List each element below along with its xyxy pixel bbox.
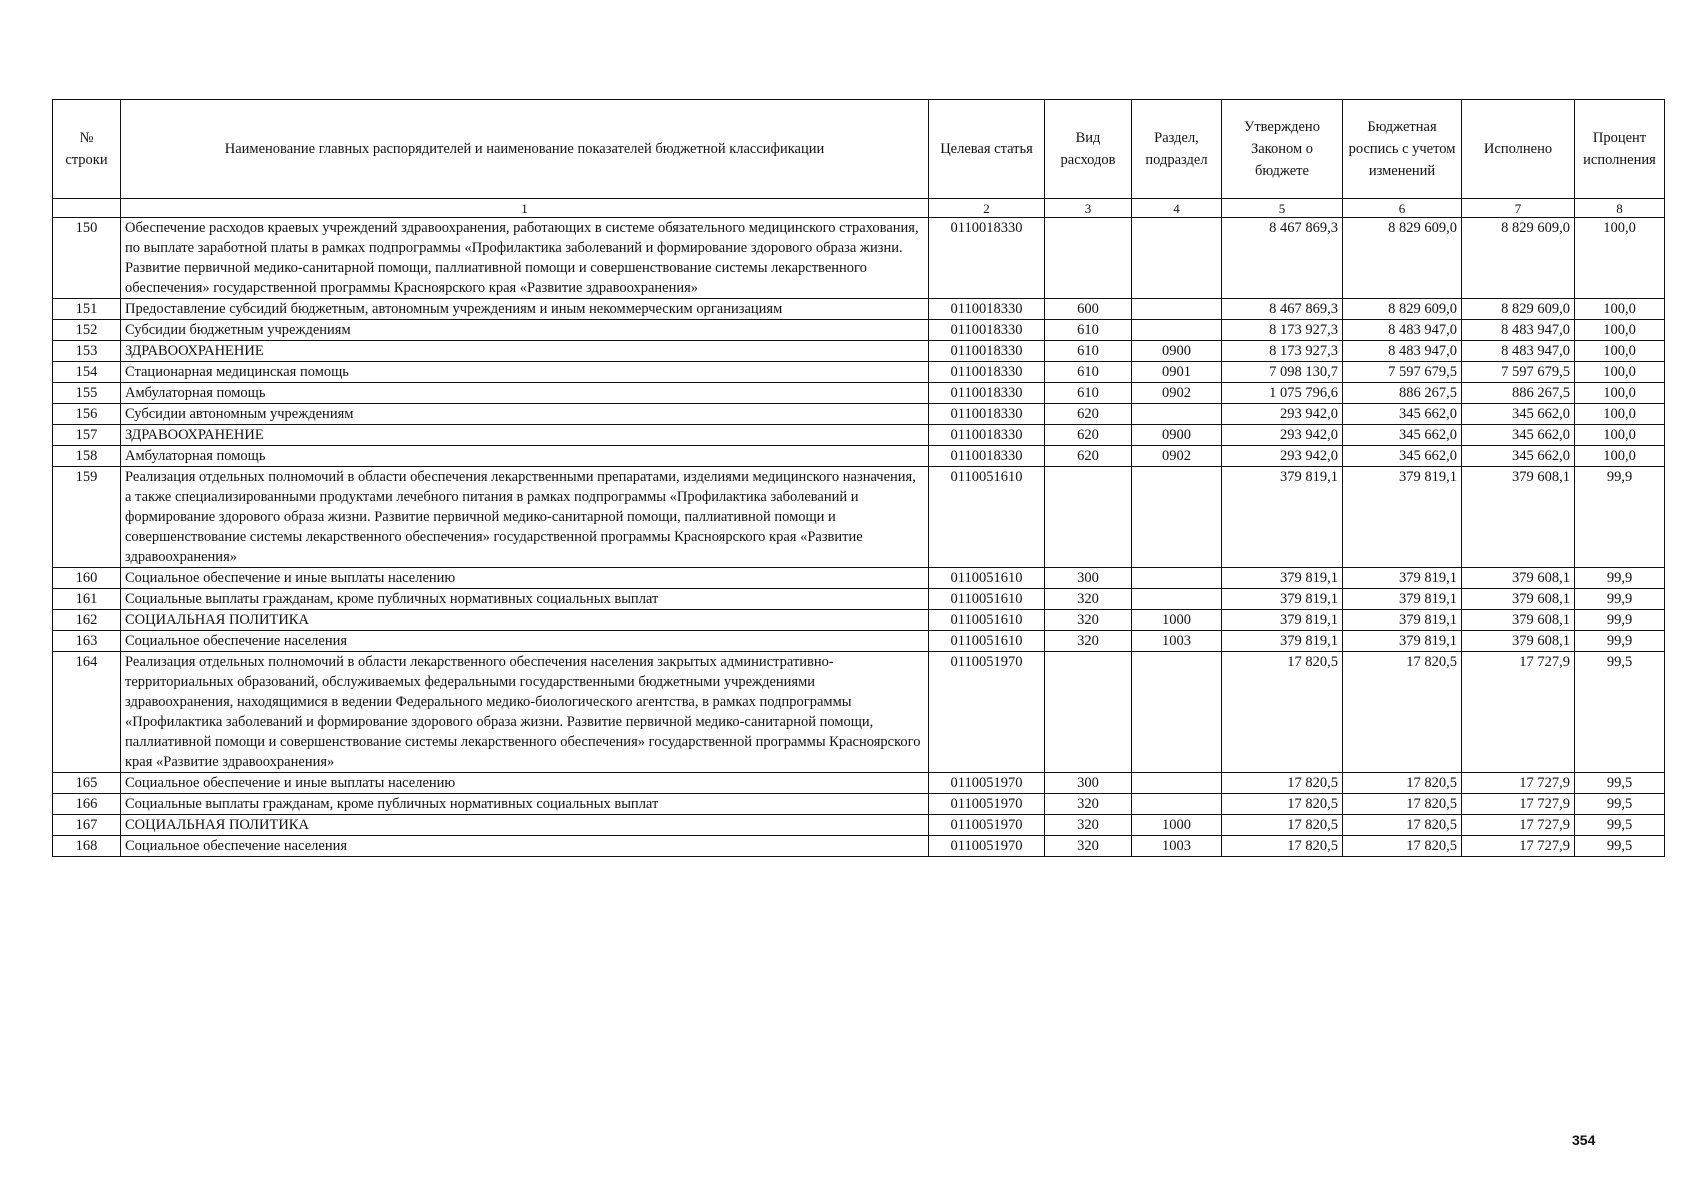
approved-amount-cell: 379 819,1 bbox=[1222, 568, 1343, 589]
header-name: Наименование главных распорядителей и наименование показателей бюджетной классификации bbox=[121, 100, 929, 199]
executed-amount-cell: 345 662,0 bbox=[1462, 425, 1575, 446]
header-row-number: № строки bbox=[53, 100, 121, 199]
page-number: 354 bbox=[1572, 1132, 1596, 1148]
section-cell bbox=[1132, 794, 1222, 815]
expense-type-cell: 610 bbox=[1045, 383, 1132, 404]
header-budget-roster: Бюджетная роспись с учетом изменений bbox=[1343, 100, 1462, 199]
section-cell: 0902 bbox=[1132, 446, 1222, 467]
executed-amount-cell: 8 483 947,0 bbox=[1462, 320, 1575, 341]
column-number: 4 bbox=[1132, 199, 1222, 218]
row-number-cell: 156 bbox=[53, 404, 121, 425]
target-article-cell: 0110018330 bbox=[929, 362, 1045, 383]
section-cell: 1003 bbox=[1132, 836, 1222, 857]
row-number-cell: 157 bbox=[53, 425, 121, 446]
executed-amount-cell: 8 829 609,0 bbox=[1462, 218, 1575, 299]
percent-cell: 100,0 bbox=[1575, 299, 1665, 320]
percent-cell: 99,9 bbox=[1575, 467, 1665, 568]
expense-type-cell: 320 bbox=[1045, 589, 1132, 610]
target-article-cell: 0110051610 bbox=[929, 568, 1045, 589]
target-article-cell: 0110018330 bbox=[929, 299, 1045, 320]
section-cell bbox=[1132, 299, 1222, 320]
section-cell: 0901 bbox=[1132, 362, 1222, 383]
executed-amount-cell: 379 608,1 bbox=[1462, 631, 1575, 652]
approved-amount-cell: 17 820,5 bbox=[1222, 794, 1343, 815]
target-article-cell: 0110051970 bbox=[929, 794, 1045, 815]
row-number-cell: 155 bbox=[53, 383, 121, 404]
percent-cell: 99,9 bbox=[1575, 610, 1665, 631]
row-number-cell: 168 bbox=[53, 836, 121, 857]
roster-amount-cell: 379 819,1 bbox=[1343, 467, 1462, 568]
section-cell: 1000 bbox=[1132, 610, 1222, 631]
expense-type-cell: 320 bbox=[1045, 836, 1132, 857]
approved-amount-cell: 7 098 130,7 bbox=[1222, 362, 1343, 383]
percent-cell: 100,0 bbox=[1575, 320, 1665, 341]
roster-amount-cell: 8 483 947,0 bbox=[1343, 320, 1462, 341]
target-article-cell: 0110018330 bbox=[929, 446, 1045, 467]
expense-type-cell bbox=[1045, 652, 1132, 773]
indicator-name-cell: СОЦИАЛЬНАЯ ПОЛИТИКА bbox=[121, 815, 929, 836]
approved-amount-cell: 8 173 927,3 bbox=[1222, 320, 1343, 341]
section-cell bbox=[1132, 568, 1222, 589]
percent-cell: 100,0 bbox=[1575, 425, 1665, 446]
indicator-name-cell: Субсидии автономным учреждениям bbox=[121, 404, 929, 425]
column-number: 7 bbox=[1462, 199, 1575, 218]
approved-amount-cell: 293 942,0 bbox=[1222, 446, 1343, 467]
approved-amount-cell: 293 942,0 bbox=[1222, 404, 1343, 425]
target-article-cell: 0110051970 bbox=[929, 815, 1045, 836]
table-row bbox=[53, 631, 1665, 652]
row-number-cell: 154 bbox=[53, 362, 121, 383]
column-number bbox=[53, 199, 121, 218]
executed-amount-cell: 379 608,1 bbox=[1462, 589, 1575, 610]
header-target-article: Целевая статья bbox=[929, 100, 1045, 199]
row-number-cell: 152 bbox=[53, 320, 121, 341]
row-number-cell: 166 bbox=[53, 794, 121, 815]
table-row bbox=[53, 341, 1665, 362]
expense-type-cell bbox=[1045, 218, 1132, 299]
roster-amount-cell: 379 819,1 bbox=[1343, 568, 1462, 589]
target-article-cell: 0110051970 bbox=[929, 773, 1045, 794]
indicator-name-cell: Амбулаторная помощь bbox=[121, 446, 929, 467]
indicator-name-cell: Амбулаторная помощь bbox=[121, 383, 929, 404]
expense-type-cell: 320 bbox=[1045, 631, 1132, 652]
roster-amount-cell: 17 820,5 bbox=[1343, 836, 1462, 857]
column-number: 6 bbox=[1343, 199, 1462, 218]
indicator-name-cell: Социальное обеспечение населения bbox=[121, 836, 929, 857]
section-cell bbox=[1132, 773, 1222, 794]
executed-amount-cell: 17 727,9 bbox=[1462, 794, 1575, 815]
column-number-row bbox=[53, 199, 1665, 218]
table-row bbox=[53, 320, 1665, 341]
roster-amount-cell: 345 662,0 bbox=[1343, 446, 1462, 467]
table-row bbox=[53, 773, 1665, 794]
target-article-cell: 0110018330 bbox=[929, 218, 1045, 299]
row-number-cell: 165 bbox=[53, 773, 121, 794]
indicator-name-cell: Социальные выплаты гражданам, кроме публичных нормативных социальных выплат bbox=[121, 589, 929, 610]
table-row bbox=[53, 610, 1665, 631]
header-executed: Исполнено bbox=[1462, 100, 1575, 199]
row-number-cell: 159 bbox=[53, 467, 121, 568]
roster-amount-cell: 17 820,5 bbox=[1343, 652, 1462, 773]
executed-amount-cell: 886 267,5 bbox=[1462, 383, 1575, 404]
indicator-name-cell: Социальное обеспечение и иные выплаты населению bbox=[121, 568, 929, 589]
target-article-cell: 0110018330 bbox=[929, 320, 1045, 341]
row-number-cell: 153 bbox=[53, 341, 121, 362]
row-number-cell: 161 bbox=[53, 589, 121, 610]
percent-cell: 99,5 bbox=[1575, 794, 1665, 815]
table-row bbox=[53, 446, 1665, 467]
executed-amount-cell: 17 727,9 bbox=[1462, 773, 1575, 794]
approved-amount-cell: 379 819,1 bbox=[1222, 631, 1343, 652]
percent-cell: 99,9 bbox=[1575, 631, 1665, 652]
indicator-name-cell: Субсидии бюджетным учреждениям bbox=[121, 320, 929, 341]
expense-type-cell: 300 bbox=[1045, 773, 1132, 794]
section-cell bbox=[1132, 404, 1222, 425]
roster-amount-cell: 345 662,0 bbox=[1343, 425, 1462, 446]
expense-type-cell: 610 bbox=[1045, 320, 1132, 341]
row-number-cell: 150 bbox=[53, 218, 121, 299]
table-row bbox=[53, 425, 1665, 446]
indicator-name-cell: Обеспечение расходов краевых учреждений здравоохранения, работающих в системе обязательного медицинского страхования, по выплате заработной платы в рамках подпрограммы «Профилактика заболеваний и формирование здорового образа жизни. Развитие первичной медико-санитарной помощи, паллиативной помощи и совершенствование системы лекарственного обеспечения» государственной программы Красноярского края «Развитие здравоохранения» bbox=[121, 218, 929, 299]
row-number-cell: 162 bbox=[53, 610, 121, 631]
section-cell: 0902 bbox=[1132, 383, 1222, 404]
column-number: 5 bbox=[1222, 199, 1343, 218]
column-number: 1 bbox=[121, 199, 929, 218]
roster-amount-cell: 7 597 679,5 bbox=[1343, 362, 1462, 383]
expense-type-cell: 320 bbox=[1045, 794, 1132, 815]
target-article-cell: 0110051610 bbox=[929, 589, 1045, 610]
expense-type-cell: 600 bbox=[1045, 299, 1132, 320]
roster-amount-cell: 886 267,5 bbox=[1343, 383, 1462, 404]
executed-amount-cell: 379 608,1 bbox=[1462, 610, 1575, 631]
row-number-cell: 164 bbox=[53, 652, 121, 773]
roster-amount-cell: 8 483 947,0 bbox=[1343, 341, 1462, 362]
expense-type-cell bbox=[1045, 467, 1132, 568]
header-row bbox=[53, 100, 1665, 199]
executed-amount-cell: 379 608,1 bbox=[1462, 467, 1575, 568]
executed-amount-cell: 8 483 947,0 bbox=[1462, 341, 1575, 362]
column-number: 8 bbox=[1575, 199, 1665, 218]
target-article-cell: 0110018330 bbox=[929, 425, 1045, 446]
percent-cell: 99,5 bbox=[1575, 836, 1665, 857]
percent-cell: 99,5 bbox=[1575, 773, 1665, 794]
percent-cell: 100,0 bbox=[1575, 362, 1665, 383]
header-section: Раздел, подраздел bbox=[1132, 100, 1222, 199]
expense-type-cell: 320 bbox=[1045, 610, 1132, 631]
roster-amount-cell: 379 819,1 bbox=[1343, 631, 1462, 652]
column-number: 2 bbox=[929, 199, 1045, 218]
budget-execution-table bbox=[52, 99, 1665, 857]
percent-cell: 99,9 bbox=[1575, 589, 1665, 610]
table-row bbox=[53, 836, 1665, 857]
row-number-cell: 167 bbox=[53, 815, 121, 836]
table-row bbox=[53, 589, 1665, 610]
section-cell: 1003 bbox=[1132, 631, 1222, 652]
roster-amount-cell: 379 819,1 bbox=[1343, 610, 1462, 631]
indicator-name-cell: Реализация отдельных полномочий в области лекарственного обеспечения населения закрытых административно-территориальных образований, обслуживаемых федеральными государственными бюджетными учреждениями здравоохранения, находящимися в ведении Федерального медико-биологического агентства, в рамках подпрограммы «Профилактика заболеваний и формирование здорового образа жизни. Развитие первичной медико-санитарной помощи, паллиативной помощи и совершенствование системы лекарственного обеспечения» государственной программы Красноярского края «Развитие здравоохранения» bbox=[121, 652, 929, 773]
row-number-cell: 151 bbox=[53, 299, 121, 320]
column-number: 3 bbox=[1045, 199, 1132, 218]
approved-amount-cell: 8 467 869,3 bbox=[1222, 218, 1343, 299]
executed-amount-cell: 17 727,9 bbox=[1462, 652, 1575, 773]
indicator-name-cell: Стационарная медицинская помощь bbox=[121, 362, 929, 383]
target-article-cell: 0110018330 bbox=[929, 404, 1045, 425]
percent-cell: 99,5 bbox=[1575, 652, 1665, 773]
indicator-name-cell: СОЦИАЛЬНАЯ ПОЛИТИКА bbox=[121, 610, 929, 631]
table-row bbox=[53, 467, 1665, 568]
percent-cell: 100,0 bbox=[1575, 446, 1665, 467]
roster-amount-cell: 379 819,1 bbox=[1343, 589, 1462, 610]
header-expense-type: Вид расходов bbox=[1045, 100, 1132, 199]
percent-cell: 100,0 bbox=[1575, 218, 1665, 299]
approved-amount-cell: 8 173 927,3 bbox=[1222, 341, 1343, 362]
target-article-cell: 0110051970 bbox=[929, 652, 1045, 773]
approved-amount-cell: 17 820,5 bbox=[1222, 815, 1343, 836]
roster-amount-cell: 345 662,0 bbox=[1343, 404, 1462, 425]
section-cell: 0900 bbox=[1132, 425, 1222, 446]
percent-cell: 100,0 bbox=[1575, 341, 1665, 362]
indicator-name-cell: Социальное обеспечение населения bbox=[121, 631, 929, 652]
table-row bbox=[53, 299, 1665, 320]
indicator-name-cell: Реализация отдельных полномочий в области обеспечения лекарственными препаратами, изделиями медицинского назначения, а также специализированными продуктами лечебного питания в рамках подпрограммы «Профилактика заболеваний и формирование здорового образа жизни. Развитие первичной медико-санитарной помощи, паллиативной помощи и совершенствование системы лекарственного обеспечения» государственной программы Красноярского края «Развитие здравоохранения» bbox=[121, 467, 929, 568]
table-row bbox=[53, 568, 1665, 589]
table-row bbox=[53, 362, 1665, 383]
row-number-cell: 158 bbox=[53, 446, 121, 467]
target-article-cell: 0110018330 bbox=[929, 341, 1045, 362]
header-percent: Процент исполнения bbox=[1575, 100, 1665, 199]
section-cell: 1000 bbox=[1132, 815, 1222, 836]
expense-type-cell: 300 bbox=[1045, 568, 1132, 589]
approved-amount-cell: 17 820,5 bbox=[1222, 773, 1343, 794]
expense-type-cell: 610 bbox=[1045, 341, 1132, 362]
executed-amount-cell: 8 829 609,0 bbox=[1462, 299, 1575, 320]
roster-amount-cell: 8 829 609,0 bbox=[1343, 299, 1462, 320]
percent-cell: 99,5 bbox=[1575, 815, 1665, 836]
section-cell bbox=[1132, 218, 1222, 299]
target-article-cell: 0110051610 bbox=[929, 610, 1045, 631]
expense-type-cell: 320 bbox=[1045, 815, 1132, 836]
executed-amount-cell: 17 727,9 bbox=[1462, 815, 1575, 836]
section-cell bbox=[1132, 589, 1222, 610]
row-number-cell: 163 bbox=[53, 631, 121, 652]
approved-amount-cell: 17 820,5 bbox=[1222, 652, 1343, 773]
percent-cell: 100,0 bbox=[1575, 383, 1665, 404]
executed-amount-cell: 345 662,0 bbox=[1462, 404, 1575, 425]
section-cell bbox=[1132, 320, 1222, 341]
percent-cell: 100,0 bbox=[1575, 404, 1665, 425]
indicator-name-cell: Социальное обеспечение и иные выплаты населению bbox=[121, 773, 929, 794]
section-cell bbox=[1132, 467, 1222, 568]
table-row bbox=[53, 404, 1665, 425]
section-cell: 0900 bbox=[1132, 341, 1222, 362]
table-row bbox=[53, 794, 1665, 815]
table-row bbox=[53, 652, 1665, 773]
expense-type-cell: 620 bbox=[1045, 446, 1132, 467]
approved-amount-cell: 1 075 796,6 bbox=[1222, 383, 1343, 404]
approved-amount-cell: 379 819,1 bbox=[1222, 589, 1343, 610]
row-number-cell: 160 bbox=[53, 568, 121, 589]
approved-amount-cell: 293 942,0 bbox=[1222, 425, 1343, 446]
indicator-name-cell: ЗДРАВООХРАНЕНИЕ bbox=[121, 425, 929, 446]
table-row bbox=[53, 815, 1665, 836]
expense-type-cell: 620 bbox=[1045, 425, 1132, 446]
target-article-cell: 0110051610 bbox=[929, 631, 1045, 652]
header-approved: Утверждено Законом о бюджете bbox=[1222, 100, 1343, 199]
roster-amount-cell: 17 820,5 bbox=[1343, 794, 1462, 815]
indicator-name-cell: ЗДРАВООХРАНЕНИЕ bbox=[121, 341, 929, 362]
roster-amount-cell: 8 829 609,0 bbox=[1343, 218, 1462, 299]
target-article-cell: 0110051970 bbox=[929, 836, 1045, 857]
approved-amount-cell: 17 820,5 bbox=[1222, 836, 1343, 857]
indicator-name-cell: Социальные выплаты гражданам, кроме публичных нормативных социальных выплат bbox=[121, 794, 929, 815]
percent-cell: 99,9 bbox=[1575, 568, 1665, 589]
table-row bbox=[53, 383, 1665, 404]
executed-amount-cell: 379 608,1 bbox=[1462, 568, 1575, 589]
executed-amount-cell: 17 727,9 bbox=[1462, 836, 1575, 857]
executed-amount-cell: 7 597 679,5 bbox=[1462, 362, 1575, 383]
expense-type-cell: 620 bbox=[1045, 404, 1132, 425]
target-article-cell: 0110051610 bbox=[929, 467, 1045, 568]
roster-amount-cell: 17 820,5 bbox=[1343, 815, 1462, 836]
indicator-name-cell: Предоставление субсидий бюджетным, автономным учреждениям и иным некоммерческим организациям bbox=[121, 299, 929, 320]
expense-type-cell: 610 bbox=[1045, 362, 1132, 383]
table-row bbox=[53, 218, 1665, 299]
approved-amount-cell: 379 819,1 bbox=[1222, 467, 1343, 568]
executed-amount-cell: 345 662,0 bbox=[1462, 446, 1575, 467]
approved-amount-cell: 379 819,1 bbox=[1222, 610, 1343, 631]
section-cell bbox=[1132, 652, 1222, 773]
target-article-cell: 0110018330 bbox=[929, 383, 1045, 404]
approved-amount-cell: 8 467 869,3 bbox=[1222, 299, 1343, 320]
roster-amount-cell: 17 820,5 bbox=[1343, 773, 1462, 794]
